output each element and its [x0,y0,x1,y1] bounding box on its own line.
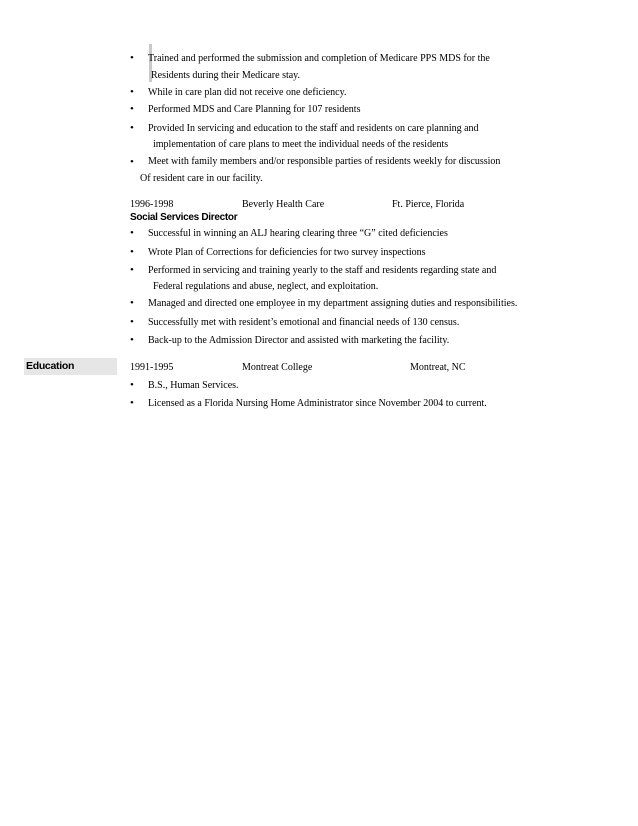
bullet-text: Performed MDS and Care Planning for 107 residents [148,104,361,115]
job-title: Social Services Director [130,212,238,223]
education-section-label [24,358,117,375]
bullet-text: Successfully met with resident’s emotional and financial needs of 130 census. [148,317,460,328]
employer-name: Beverly Health Care [242,199,325,210]
bullet-text: Performed in servicing and training yearly to the staff and residents regarding state and [148,265,497,276]
bullet-icon: • [130,122,134,134]
bullet-icon: • [130,227,134,239]
school-location: Montreat, NC [410,362,466,373]
bullet-icon: • [130,397,134,409]
bullet-text: Wrote Plan of Corrections for deficiencies for two survey inspections [148,247,426,258]
bullet-text: Licensed as a Florida Nursing Home Administrator since November 2004 to current. [148,398,487,409]
bullet-icon: • [130,86,134,98]
school-name: Montreat College [242,362,313,373]
bullet-icon: • [130,316,134,328]
bullet-icon: • [130,103,134,115]
bullet-text: Successful in winning an ALJ hearing clearing three “G” cited deficiencies [148,228,448,239]
bullet-text-continued: implementation of care plans to meet the individual needs of the residents [153,139,449,150]
bullet-text: Meet with family members and/or responsible parties of residents weekly for discussion [148,156,501,167]
job-location: Ft. Pierce, Florida [392,199,465,210]
bullet-text: While in care plan did not receive one deficiency. [148,87,347,98]
education-years: 1991-1995 [130,362,174,373]
bullet-text-continued: Of resident care in our facility. [140,173,263,184]
bullet-icon: • [130,52,134,64]
bullet-text: Provided In servicing and education to the staff and residents on care planning and [148,123,479,134]
bullet-text-continued: Federal regulations and abuse, neglect, and exploitation. [153,281,379,292]
bullet-text: B.S., Human Services. [148,380,239,391]
education-heading: Education [26,360,75,372]
bullet-icon: • [130,379,134,391]
bullet-text: Trained and performed the submission and completion of Medicare PPS MDS for the [148,53,490,64]
bullet-icon: • [130,334,134,346]
bullet-icon: • [130,297,134,309]
bullet-icon: • [130,156,134,168]
bullet-icon: • [130,246,134,258]
bullet-text-continued: Residents during their Medicare stay. [151,70,301,81]
job-years: 1996-1998 [130,199,174,210]
bullet-text: Managed and directed one employee in my department assigning duties and responsibilities. [148,298,518,309]
bullet-text: Back-up to the Admission Director and assisted with marketing the facility. [148,335,450,346]
bullet-icon: • [130,264,134,276]
